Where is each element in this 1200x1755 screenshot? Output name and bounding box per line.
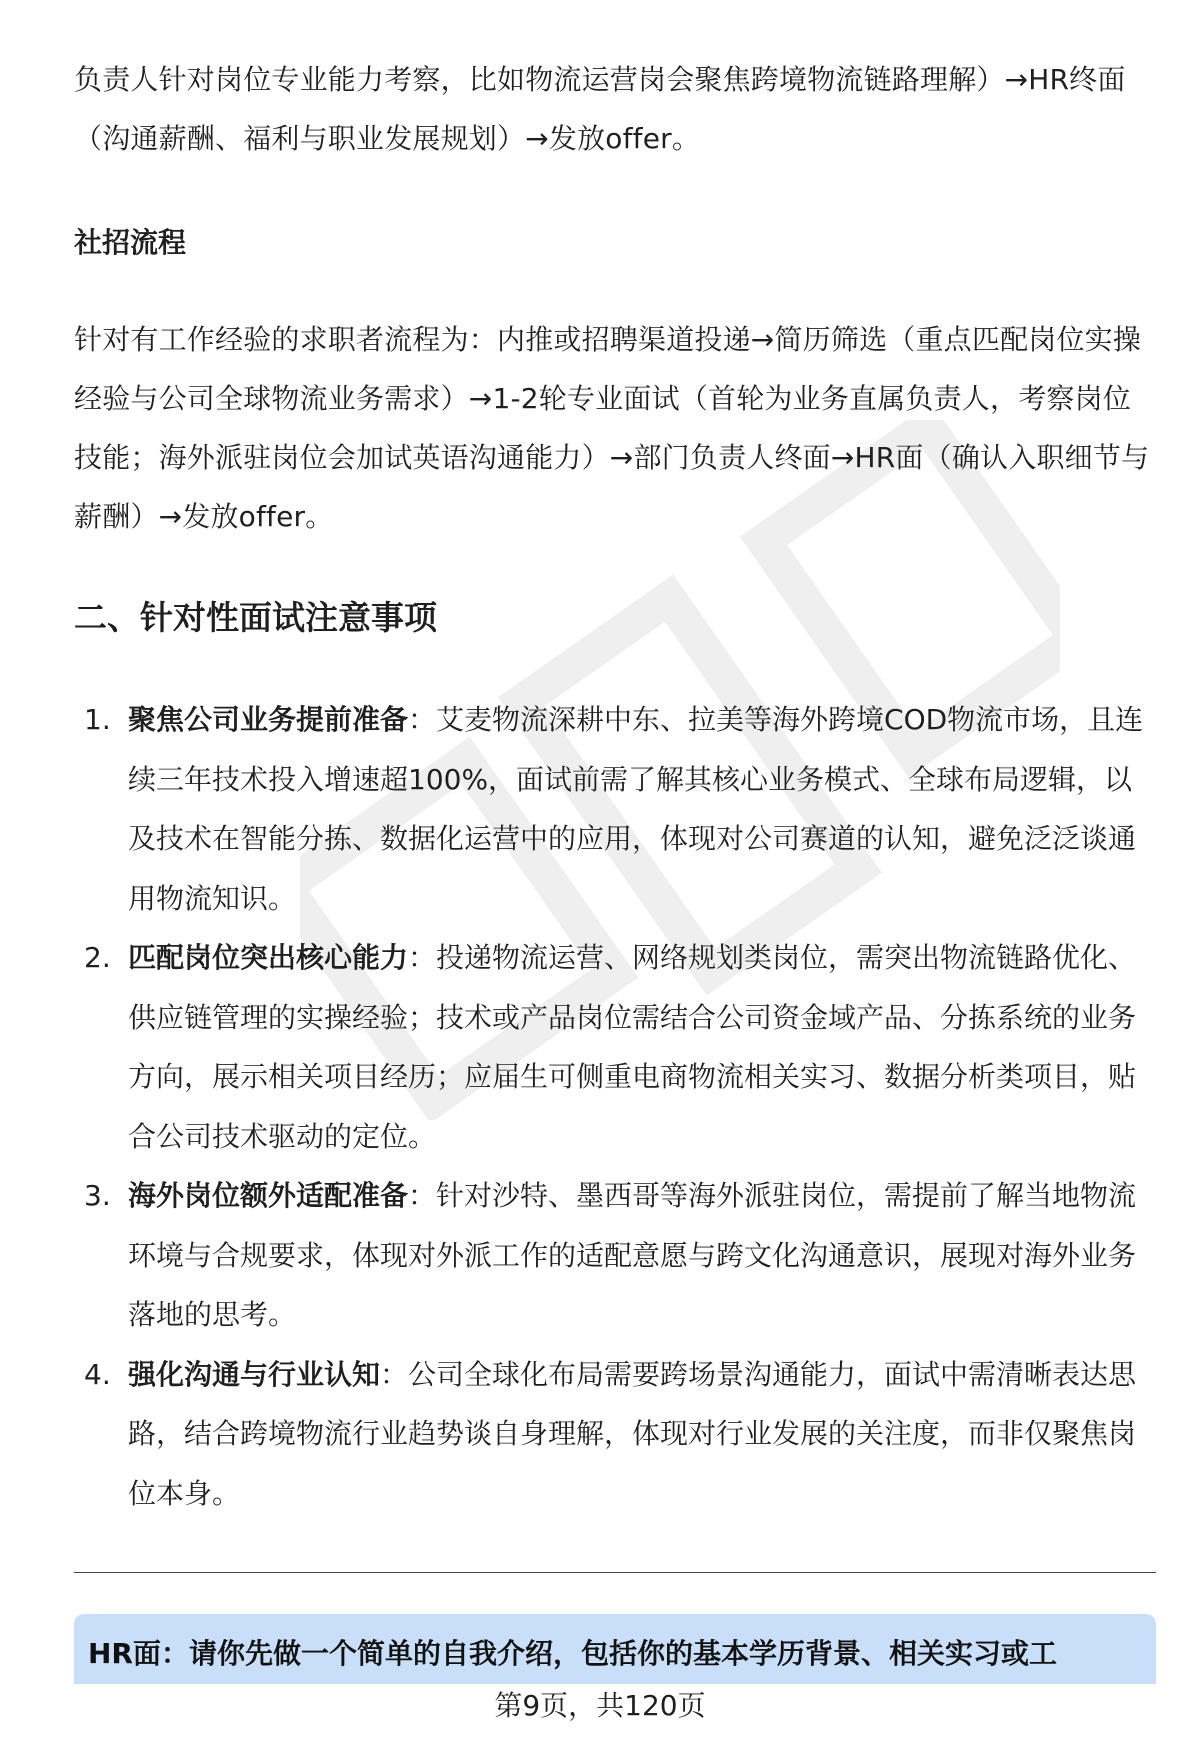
- list-item-title: 聚焦公司业务提前准备: [128, 703, 409, 736]
- question-callout: [74, 1614, 1156, 1684]
- interview-tips-list: [74, 690, 1154, 1523]
- list-item-title: 匹配岗位突出核心能力: [128, 941, 409, 974]
- callout-text: HR面：请你先做一个简单的自我介绍，包括你的基本学历背景、相关实习或工: [88, 1637, 1057, 1670]
- list-item-number: 4.: [84, 1357, 111, 1391]
- page-footer: 第9页，共120页: [494, 1689, 706, 1722]
- list-item-separator: ：: [408, 703, 437, 736]
- list-item: [74, 690, 1154, 928]
- list-item-number: 2.: [84, 941, 111, 974]
- list-item-title: 海外岗位额外适配准备: [128, 1179, 409, 1212]
- list-item-text: 投递物流运营、网络规划类岗位，需突出物流链路优化、供应链管理的实操经验；技术或产品岗位需结合公司资金域产品、分拣系统的业务方向，展示相关项目经历；应届生可侧重电商物流相关实习、数据分析类项目，贴合公司技术驱动的定位。: [128, 941, 1137, 1153]
- list-item: [74, 1166, 1154, 1345]
- list-item-separator: ：: [380, 1357, 409, 1391]
- list-item: [74, 928, 1154, 1166]
- social-recruit-paragraph: 针对有工作经验的求职者流程为：内推或招聘渠道投递→简历筛选（重点匹配岗位实操经验与公司全球物流业务需求）→1-2轮专业面试（首轮为业务直属负责人，考察岗位技能；海外派驻岗位会加试英语沟通能力）→部门负责人终面→HR面（确认入职细节与薪酬）→发放offer。: [74, 323, 1150, 533]
- list-item-text: 针对沙特、墨西哥等海外派驻岗位，需提前了解当地物流环境与合规要求，体现对外派工作的适配意愿与跨文化沟通意识，展现对海外业务落地的思考。: [128, 1179, 1137, 1331]
- list-item-number: 1.: [84, 703, 111, 736]
- section-divider: [74, 1572, 1156, 1573]
- list-item-text: 艾麦物流深耕中东、拉美等海外跨境COD物流市场，且连续三年技术投入增速超100%，面试前需了解其核心业务模式、全球布局逻辑，以及技术在智能分拣、数据化运营中的应用，体现对公司赛道的认知，避免泛泛谈通用物流知识。: [128, 703, 1144, 915]
- list-item: [74, 1345, 1154, 1524]
- list-item-number: 3.: [84, 1179, 111, 1212]
- list-item-separator: ：: [408, 941, 437, 974]
- social-recruit-heading: 社招流程: [74, 226, 187, 259]
- list-item-text: 公司全球化布局需要跨场景沟通能力，面试中需清晰表达思路，结合跨境物流行业趋势谈自身理解，体现对行业发展的关注度，而非仅聚焦岗位本身。: [128, 1357, 1137, 1510]
- intro-paragraph: 负责人针对岗位专业能力考察，比如物流运营岗会聚焦跨境物流链路理解）→HR终面（沟通薪酬、福利与职业发展规划）→发放offer。: [74, 63, 1126, 155]
- list-item-separator: ：: [408, 1179, 437, 1212]
- section-heading: 二、针对性面试注意事项: [74, 598, 437, 637]
- list-item-title: 强化沟通与行业认知: [128, 1357, 381, 1391]
